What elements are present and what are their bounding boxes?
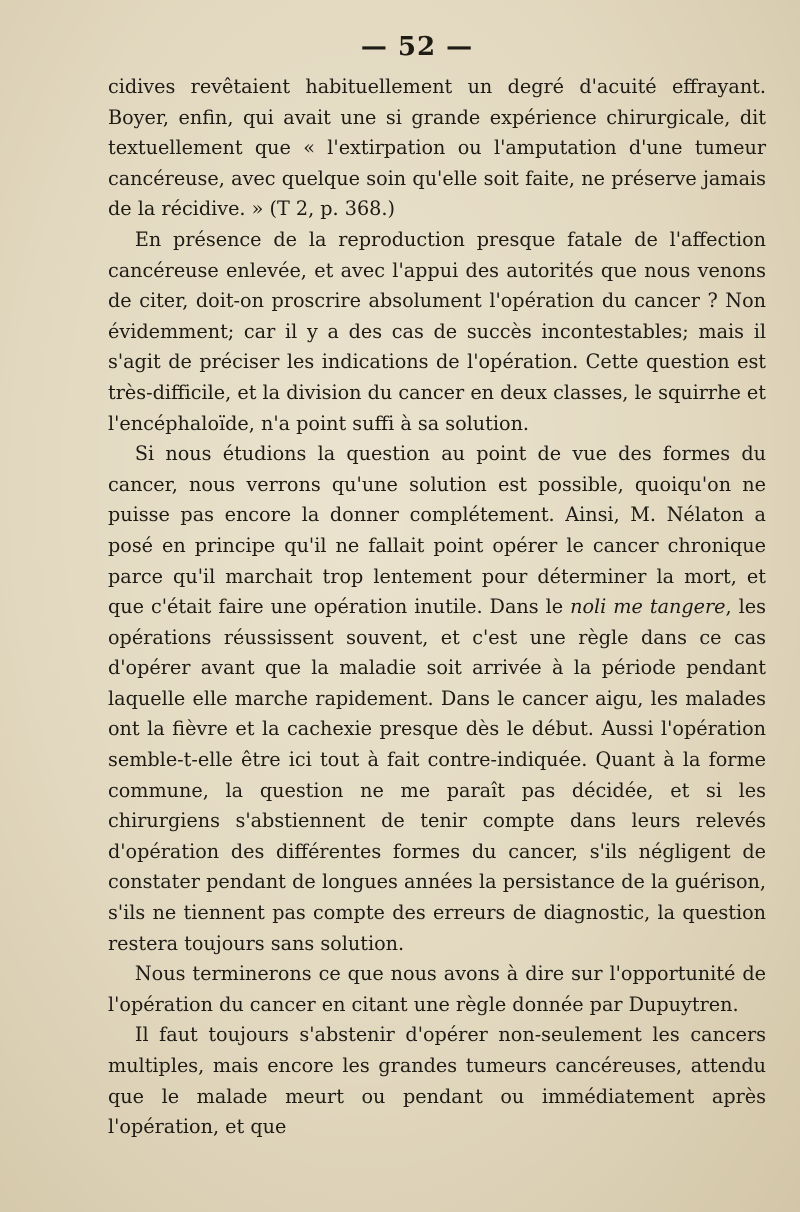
paragraph-5: Il faut toujours s'abstenir d'opérer non-seulement les cancers multiples, mais encore les grandes tumeurs cancéreuses, attendu que le malade meurt ou pendant ou immédiatement après l'opération, et que [108,1023,766,1139]
paragraph-4: Nous terminerons ce que nous avons à dire sur l'opportunité de l'opération du cancer en citant une règle donnée par Dupuytren. [108,962,766,1016]
paragraph-2: En présence de la reproduction presque fatale de l'affection cancéreuse enlevée, et avec l'appui des autorités que nous venons de citer, doit-on proscrire absolument l'opération du cancer ? Non évidemment; car il y a des cas de succès incontestables; mais il s'agit de préciser les indications de l'opération. Cette question est très-difficile, et la division du cancer en deux classes, le squirrhe et l'encéphaloïde, n'a point suffi à sa solution. [108,227,766,435]
paragraph-1: cidives revêtaient habituellement un degré d'acuité effrayant. Boyer, enfin, qui avait une si grande expérience chirurgicale, dit textuellement que « l'extirpation ou l'amputation d'une tumeur cancéreuse, avec quelque soin qu'elle soit faite, ne préserve jamais de la récidive. » (T 2, p. 368.) [108,75,766,221]
paragraph-3-text-a: Si nous étudions la question au point de vue des formes du cancer, nous verrons qu'une solution est possible, quoiqu'on ne puisse pas encore la donner complétement. Ainsi, M. Nélaton a posé en principe qu'il ne fallait point opérer le cancer chronique parce qu'il marchait trop lentement pour déterminer la mort, et que c'était faire une opération inutile. Dans le [108,442,766,619]
paragraph-3-italic-phrase: noli me tangere [570,595,726,619]
paragraph-3-text-b: , les opérations réussissent souvent, et c'est une règle dans ce cas d'opérer avant que la maladie soit arrivée à la période pendant laquelle elle marche rapidement. Dans le cancer aigu, les malades ont la fièvre et la cachexie presque dès le début. Aussi l'opération semble-t-elle être ici tout à fait contre-indiquée. Quant à la forme commune, la question ne me paraît pas décidée, et si les chirurgiens s'abstiennent de tenir compte dans leurs relevés d'opération des différentes formes du cancer, s'ils négligent de constater pendant de longues années la persistance de la guérison, s'ils ne tiennent pas compte des erreurs de diagnostic, la question restera toujours sans solution. [108,595,766,955]
paragraph-3 [108,439,766,959]
page-number: — 52 — [360,32,474,62]
